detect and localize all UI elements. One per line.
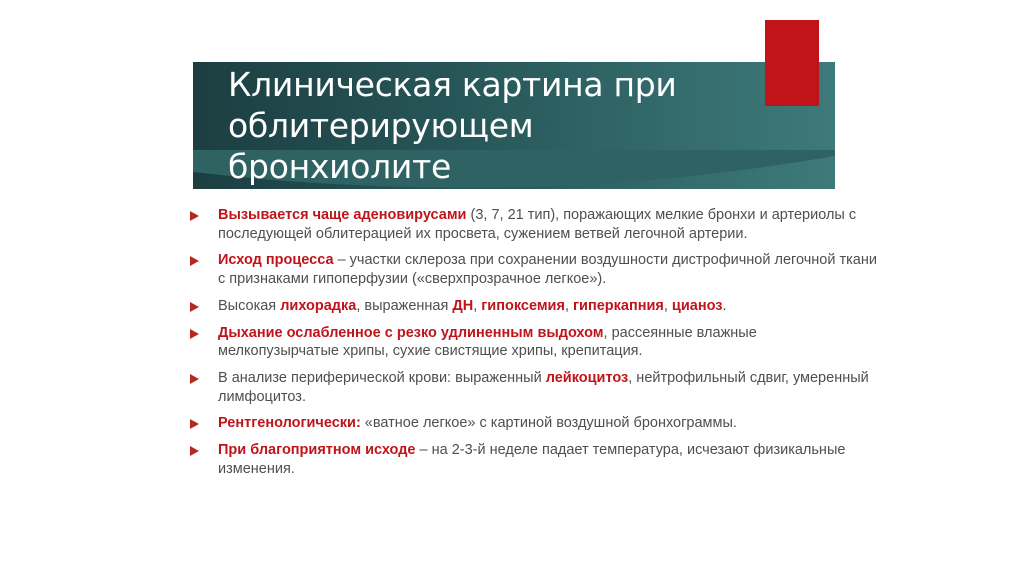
bullet-text: Высокая: [218, 297, 281, 314]
title-line-1: Клиническая картина при: [228, 65, 677, 104]
bullet-highlight: Исход процесса: [218, 252, 334, 269]
triangle-bullet-icon: [190, 302, 199, 312]
bullet-text: ,: [663, 297, 672, 314]
slide-title: [228, 64, 788, 187]
triangle-bullet-icon: [190, 446, 199, 456]
triangle-bullet-icon: [190, 329, 199, 339]
bullet-highlight: Вызывается чаще аденовирусами: [218, 207, 467, 223]
bullet-text: (3, 7, 21 тип), поражающих мелкие бронхи и артериолы с последующей облитерацией их просвета, сужением ветвей легочной артерии.: [218, 207, 857, 242]
triangle-bullet-icon: [190, 256, 199, 266]
bullet-text: В анализе периферической крови: выраженный: [218, 369, 546, 386]
triangle-bullet-icon: [190, 374, 199, 384]
bullet-highlight: При благоприятном исходе: [218, 442, 416, 459]
bullet-highlight: Дыхание ослабленное с резко удлиненным выдохом: [218, 324, 604, 341]
bullet-highlight: Рентгенологически:: [218, 415, 361, 432]
bullet-text: .: [722, 297, 727, 314]
title-line-2: облитерирующем: [228, 106, 534, 145]
triangle-bullet-icon: [190, 419, 199, 429]
title-line-3: бронхиолите: [228, 147, 451, 186]
bullet-item-fever: [190, 297, 880, 316]
triangle-bullet-icon: [190, 211, 199, 221]
bullet-highlight: лихорадка: [280, 297, 357, 314]
bullet-highlight: лейкоцитоз: [545, 369, 629, 386]
bullet-text: – на 2-3-й неделе падает температура, исчезают физикальные изменения.: [218, 442, 846, 477]
bullet-item-breathing: [190, 324, 880, 361]
bullet-highlight: ДН: [452, 297, 474, 314]
bullet-item-radiology: [190, 414, 880, 433]
bullet-text: , рассеянные влажные мелкопузырчатые хрипы, сухие свистящие хрипы, крепитация.: [218, 324, 757, 360]
bullet-text: , выраженная: [356, 297, 453, 314]
bullet-item-etiology: [190, 206, 880, 243]
bullet-highlight: цианоз: [671, 297, 723, 314]
bullet-item-favorable-outcome: [190, 441, 880, 478]
bullet-highlight: гиперкапния: [573, 297, 664, 314]
bullet-text: ,: [564, 297, 573, 314]
bullet-text: «ватное легкое» с картиной воздушной бронхограммы.: [360, 415, 737, 432]
bullet-text: ,: [473, 297, 482, 314]
bullet-item-blood-test: [190, 369, 880, 406]
bullet-text: – участки склероза при сохранении воздушности дистрофичной легочной ткани с признаками гипоперфузии («сверхпрозрачное легкое»).: [218, 252, 877, 288]
bullet-text: , нейтрофильный сдвиг, умеренный лимфоцитоз.: [218, 369, 869, 405]
bullet-list: [190, 206, 880, 486]
bullet-highlight: гипоксемия: [481, 297, 565, 314]
bullet-item-outcome: [190, 251, 880, 288]
